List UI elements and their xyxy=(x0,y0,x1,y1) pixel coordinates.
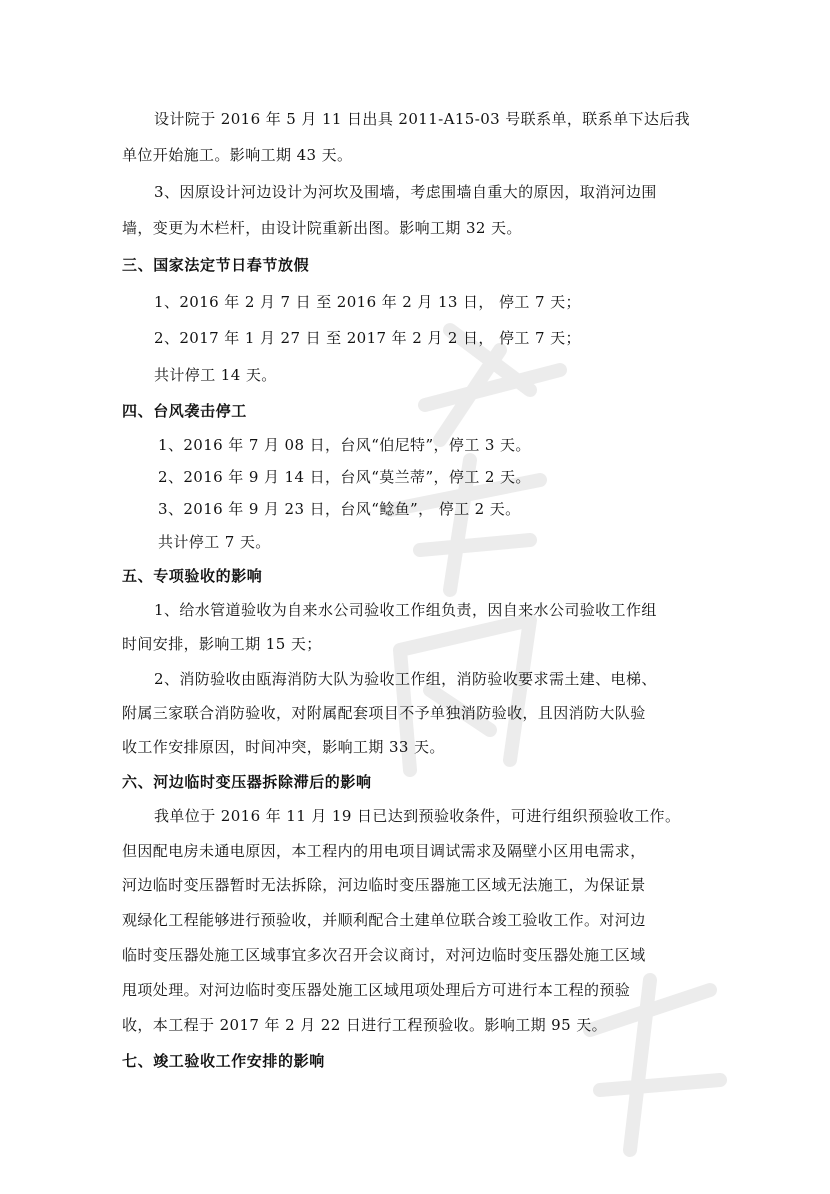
text-line: 单位开始施工。影响工期 43 天。 xyxy=(122,146,353,164)
text-line: 观绿化工程能够进行预验收，并顺利配合土建单位联合竣工验收工作。对河边 xyxy=(122,911,646,929)
text-line: 1、2016 年 7 月 08 日，台风“伯尼特”，停工 3 天。 xyxy=(158,436,531,454)
text-line: 河边临时变压器暂时无法拆除，河边临时变压器施工区域无法施工，为保证景 xyxy=(122,876,646,894)
text-line: 时间安排，影响工期 15 天； xyxy=(122,635,322,653)
text-line: 3、2016 年 9 月 23 日，台风“鲶鱼”， 停工 2 天。 xyxy=(158,500,521,518)
text-line: 墙，变更为木栏杆，由设计院重新出图。影响工期 32 天。 xyxy=(122,219,522,237)
section-heading: 四、台风袭击停工 xyxy=(122,402,247,420)
text-line: 3、因原设计河边设计为河坎及围墙，考虑围墙自重大的原因，取消河边围 xyxy=(154,183,657,201)
section-heading: 六、河边临时变压器拆除滞后的影响 xyxy=(122,773,372,791)
text-line: 收，本工程于 2017 年 2 月 22 日进行工程预验收。影响工期 95 天。 xyxy=(122,1016,608,1034)
text-line: 收工作安排原因，时间冲突，影响工期 33 天。 xyxy=(122,738,445,756)
text-line: 临时变压器处施工区域事宜多次召开会议商讨，对河边临时变压器处施工区域 xyxy=(122,946,646,964)
section-heading: 五、专项验收的影响 xyxy=(122,567,263,585)
text-line: 但因配电房未通电原因，本工程内的用电项目调试需求及隔壁小区用电需求， xyxy=(122,842,646,860)
text-line: 共计停工 7 天。 xyxy=(158,533,271,551)
text-line: 2、消防验收由瓯海消防大队为验收工作组，消防验收要求需土建、电梯、 xyxy=(154,670,657,688)
text-line: 2、2017 年 1 月 27 日 至 2017 年 2 月 2 日， 停工 7 天； xyxy=(154,329,581,347)
text-line: 甩项处理。对河边临时变压器处施工区域甩项处理后方可进行本工程的预验 xyxy=(122,981,631,999)
text-line: 共计停工 14 天。 xyxy=(154,366,277,384)
section-heading: 七、竣工验收工作安排的影响 xyxy=(122,1052,325,1070)
text-line: 2、2016 年 9 月 14 日，台风“莫兰蒂”，停工 2 天。 xyxy=(158,468,531,486)
text-line: 附属三家联合消防验收，对附属配套项目不予单独消防验收，且因消防大队验 xyxy=(122,704,646,722)
section-heading: 三、国家法定节日春节放假 xyxy=(122,256,310,274)
text-line: 我单位于 2016 年 11 月 19 日已达到预验收条件，可进行组织预验收工作。 xyxy=(154,807,681,825)
text-line: 设计院于 2016 年 5 月 11 日出具 2011-A15-03 号联系单，联系单下达后我 xyxy=(154,110,691,128)
text-line: 1、2016 年 2 月 7 日 至 2016 年 2 月 13 日， 停工 7 天； xyxy=(154,293,581,311)
text-line: 1、给水管道验收为自来水公司验收工作组负责，因自来水公司验收工作组 xyxy=(154,601,657,619)
